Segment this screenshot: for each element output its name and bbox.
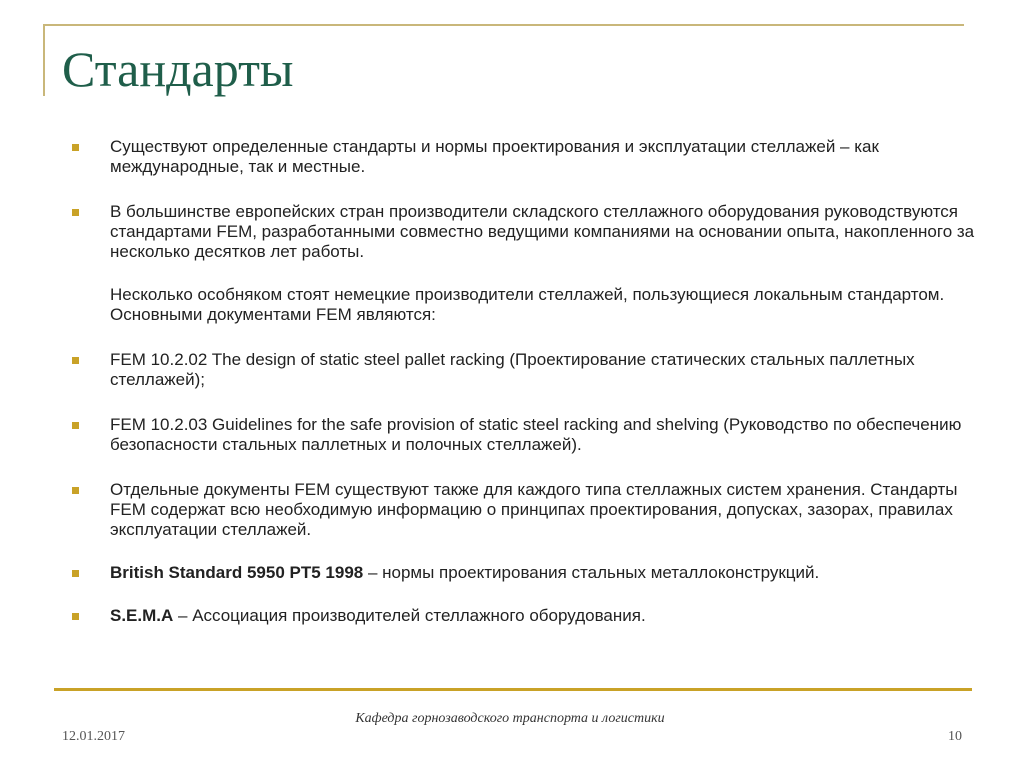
paragraph-text: Несколько особняком стоят немецкие производители стеллажей, пользующиеся локальным стандартом. Основными документами FEM являются: xyxy=(110,285,945,324)
footer-divider xyxy=(54,688,972,691)
bullet-item-5 xyxy=(66,480,986,540)
bullet-text: FEM 10.2.03 Guidelines for the safe provision of static steel racking and shelving (Руководство по обеспечению безопасности стальных паллетных и полочных стеллажей). xyxy=(110,415,962,454)
square-bullet-icon xyxy=(72,144,79,151)
frame-top-border xyxy=(43,24,964,26)
bullet-text: FEM 10.2.02 The design of static steel pallet racking (Проектирование статических стальных паллетных стеллажей); xyxy=(110,350,915,389)
bullet-bold-text: British Standard 5950 PT5 1998 xyxy=(110,563,364,582)
footer-date: 12.01.2017 xyxy=(62,729,125,744)
bullet-item-3 xyxy=(66,350,986,390)
bullet-item-6 xyxy=(66,563,986,583)
square-bullet-icon xyxy=(72,357,79,364)
square-bullet-icon xyxy=(72,613,79,620)
page-number: 10 xyxy=(948,729,962,744)
bullet-text: Отдельные документы FEM существуют также для каждого типа стеллажных систем хранения. Стандарты FEM содержат всю необходимую информацию о принципах проектирования, допусках, зазорах, правилах эксплуатации стеллажей. xyxy=(110,480,958,539)
bullet-item-7 xyxy=(66,606,986,626)
bullet-item-4 xyxy=(66,415,986,455)
bullet-item-1 xyxy=(66,137,986,177)
square-bullet-icon xyxy=(72,487,79,494)
bullet-text: В большинстве европейских стран производители складского стеллажного оборудования руководствуются стандартами FEM, разработанными совместно ведущими компаниями на основании опыта, накопленного за несколько десятков лет работы. xyxy=(110,202,975,261)
square-bullet-icon xyxy=(72,570,79,577)
bullet-bold-text: S.E.M.A xyxy=(110,606,174,625)
square-bullet-icon xyxy=(72,209,79,216)
bullet-list xyxy=(66,137,986,626)
slide-title: Стандарты xyxy=(62,41,294,97)
footer-department: Кафедра горнозаводского транспорта и логистики xyxy=(355,711,665,726)
paragraph-no-bullet xyxy=(66,285,986,325)
bullet-text: – нормы проектирования стальных металлоконструкций. xyxy=(363,563,820,582)
square-bullet-icon xyxy=(72,422,79,429)
bullet-text: Существуют определенные стандарты и нормы проектирования и эксплуатации стеллажей – как международные, так и местные. xyxy=(110,137,879,176)
bullet-text: – Ассоциация производителей стеллажного оборудования. xyxy=(173,606,646,625)
frame-left-border xyxy=(43,24,45,96)
bullet-item-2 xyxy=(66,202,986,262)
